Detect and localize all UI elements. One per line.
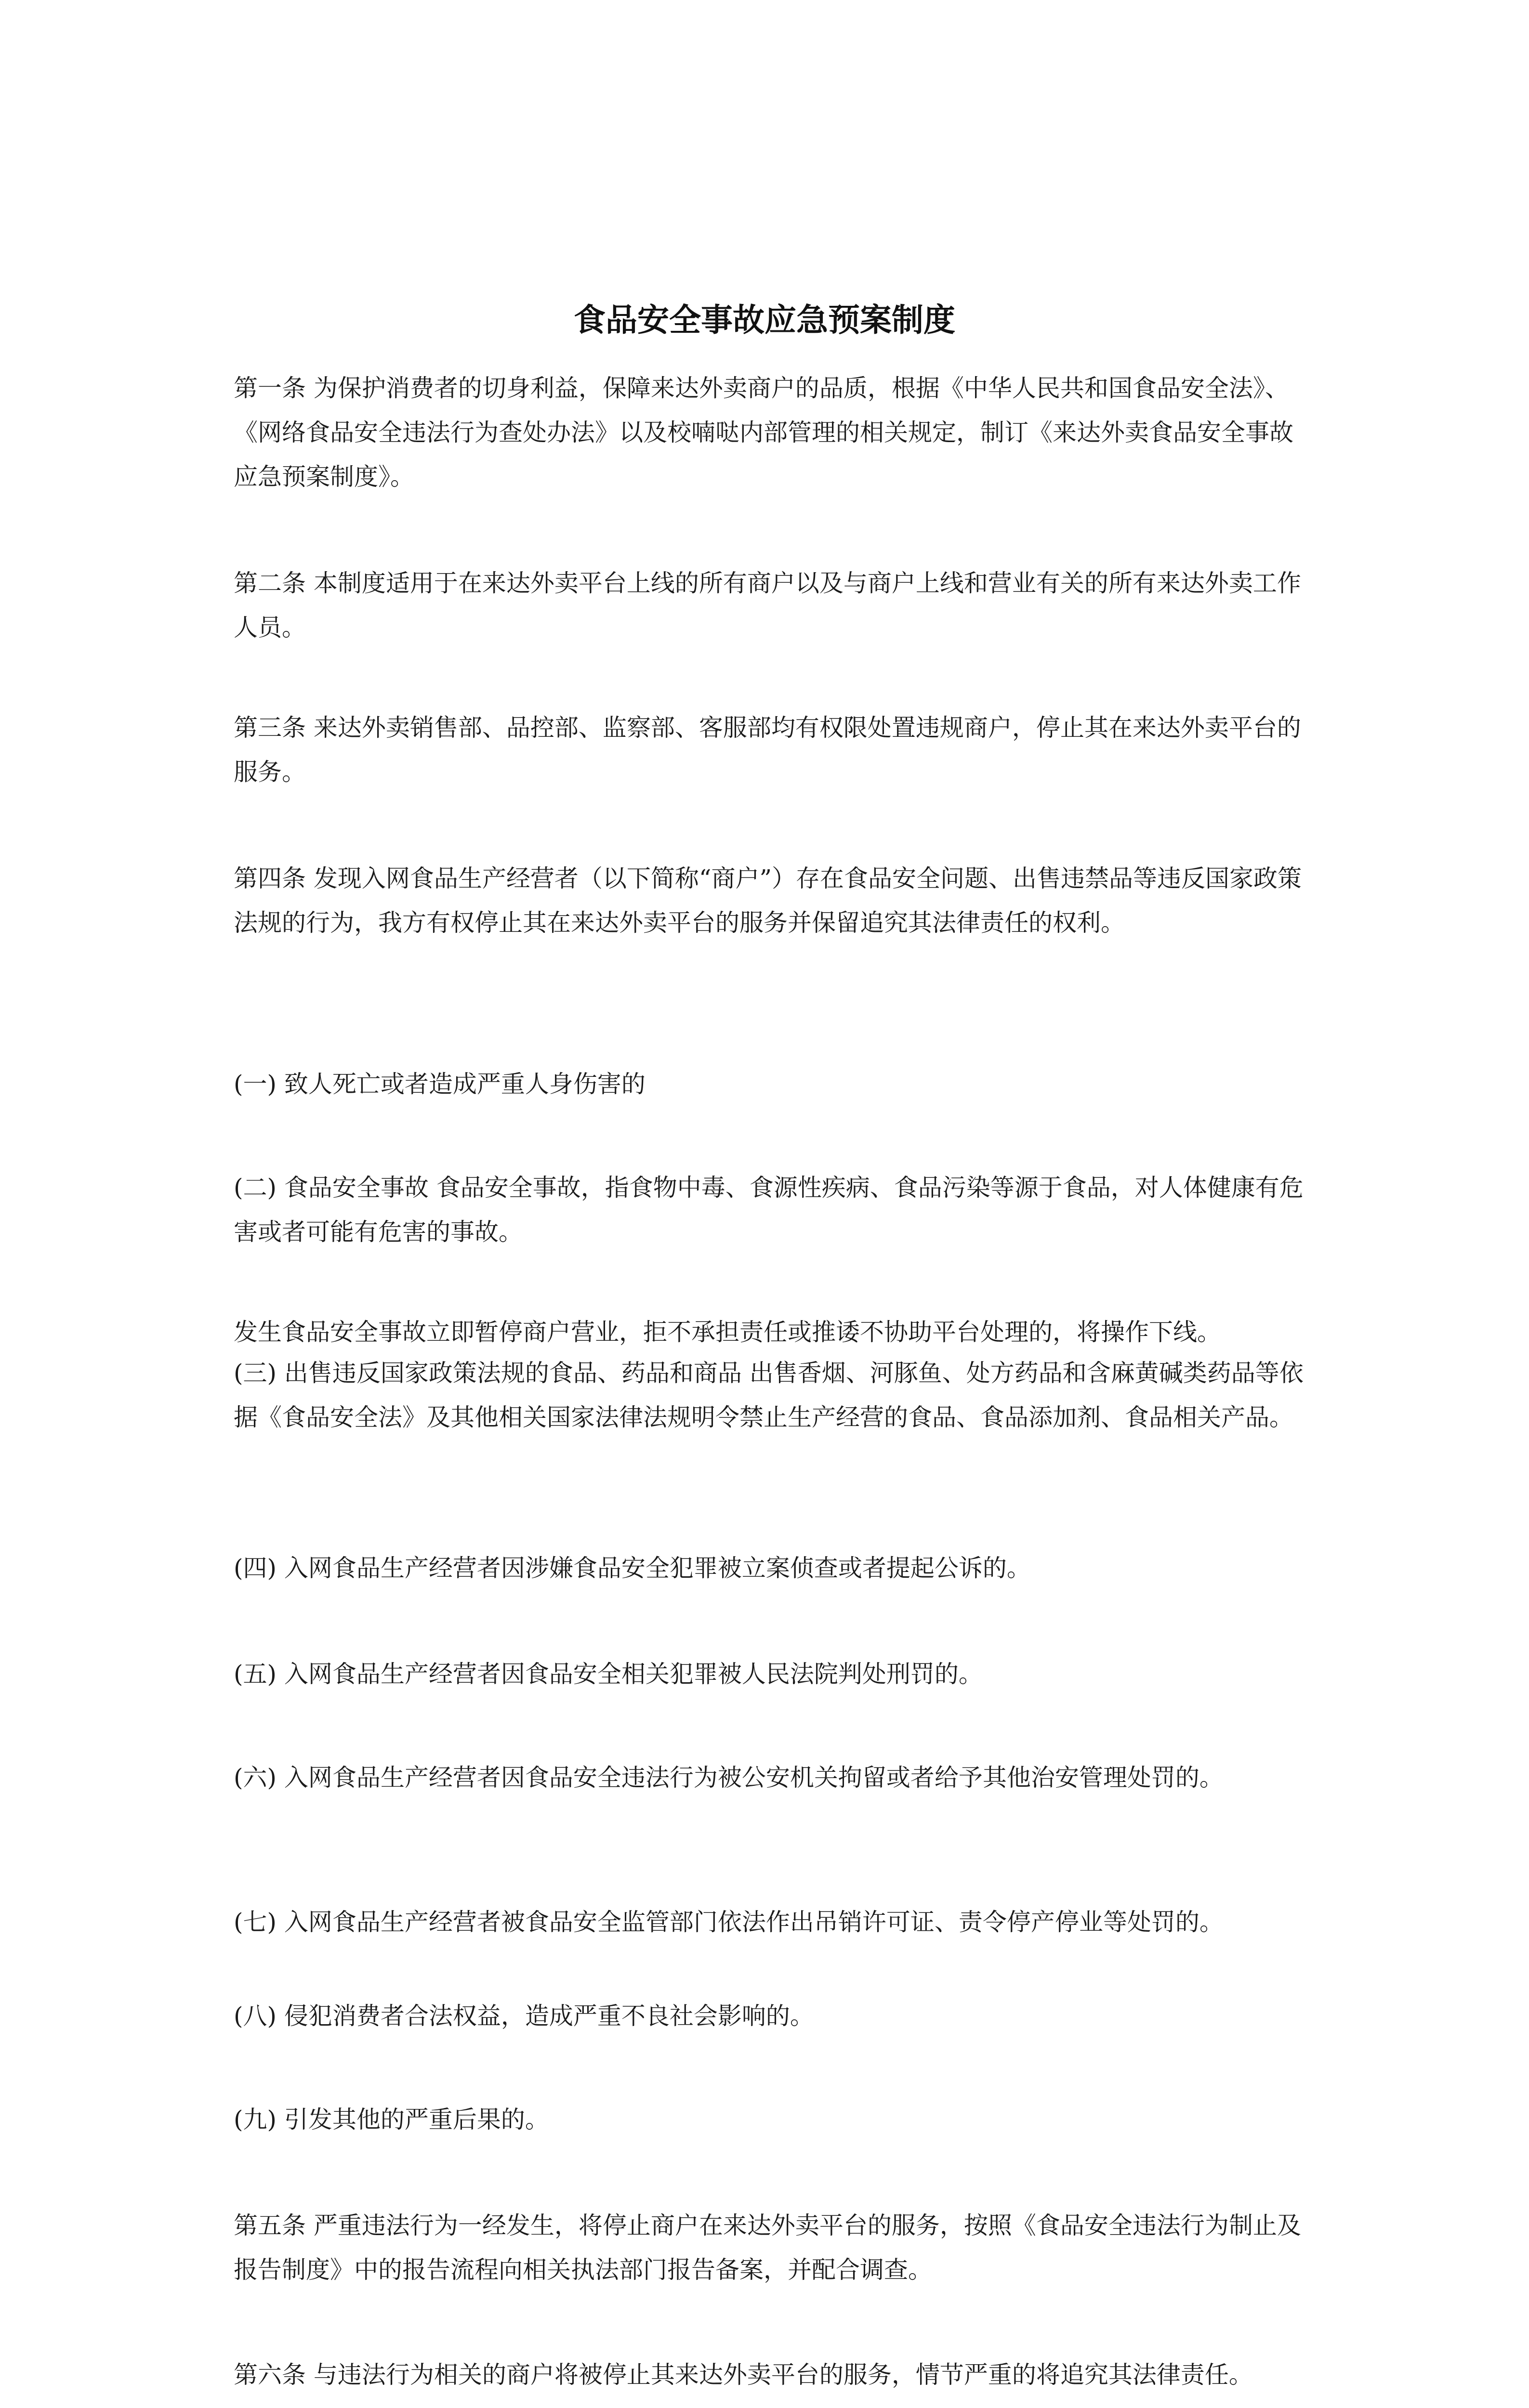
article-3: 第三条 来达外卖销售部、品控部、监察部、客服部均有权限处置违规商户，停止其在来达外卖平台的服务。	[234, 714, 1301, 786]
clause-8: (八) 侵犯消费者合法权益，造成严重不良社会影响的。	[234, 2002, 814, 2030]
article-4: 第四条 发现入网食品生产经营者（以下简称“商户”）存在食品安全问题、出售违禁品等违反国家政策法规的行为，我方有权停止其在来达外卖平台的服务并保留追究其法律责任的权利。	[234, 864, 1302, 937]
clause-4: (四) 入网食品生产经营者因涉嫌食品安全犯罪被立案侦查或者提起公诉的。	[234, 1554, 1031, 1582]
clause-2: (二) 食品安全事故 食品安全事故，指食物中毒、食源性疾病、食品污染等源于食品，对人体健康有危害或者可能有危害的事故。	[234, 1174, 1304, 1246]
clause-7: (七) 入网食品生产经营者被食品安全监管部门依法作出吊销许可证、责令停产停业等处罚的。	[234, 1908, 1224, 1936]
clause-6: (六) 入网食品生产经营者因食品安全违法行为被公安机关拘留或者给予其他治安管理处罚的。	[234, 1764, 1224, 1792]
clause-9: (九) 引发其他的严重后果的。	[234, 2106, 549, 2133]
clause-1: (一) 致人死亡或者造成严重人身伤害的	[234, 1070, 646, 1098]
clause-5: (五) 入网食品生产经营者因食品安全相关犯罪被人民法院判处刑罚的。	[234, 1660, 983, 1688]
article-2: 第二条 本制度适用于在来达外卖平台上线的所有商户以及与商户上线和营业有关的所有来达外卖工作人员。	[234, 569, 1301, 641]
document-title: 食品安全事故应急预案制度	[574, 301, 955, 339]
article-5: 第五条 严重违法行为一经发生，将停止商户在来达外卖平台的服务，按照《食品安全违法行为制止及报告制度》中的报告流程向相关执法部门报告备案，并配合调查。	[234, 2212, 1301, 2284]
clause-3: (三) 出售违反国家政策法规的食品、药品和商品 出售香烟、河豚鱼、处方药品和含麻黄碱类药品等依据《食品安全法》及其他相关国家法律法规明令禁止生产经营的食品、食品添加剂、食品相关产品。	[234, 1359, 1304, 1431]
incident-handling-note: 发生食品安全事故立即暂停商户营业，拒不承担责任或推诿不协助平台处理的，将操作下线。	[234, 1318, 1221, 1346]
article-6: 第六条 与违法行为相关的商户将被停止其来达外卖平台的服务，情节严重的将追究其法律责任。	[234, 2361, 1253, 2389]
article-1: 第一条 为保护消费者的切身利益，保障来达外卖商户的品质，根据《中华人民共和国食品安全法》、《网络食品安全违法行为查处办法》以及校喃哒内部管理的相关规定，制订《来达外卖食品安全事故应急预案制度》。	[234, 374, 1293, 491]
